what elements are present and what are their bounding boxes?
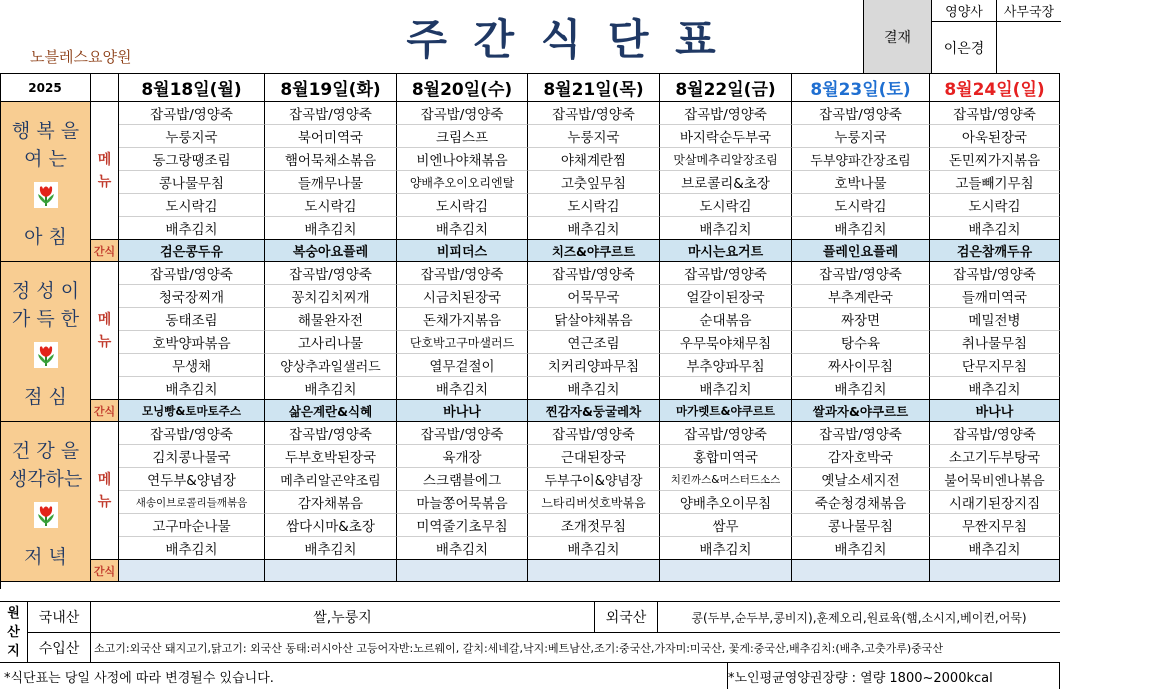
day-header: 8월24일(일) — [930, 74, 1060, 102]
menu-item-cell: 죽순청경채볶음 — [792, 491, 930, 514]
menu-item-cell: 쌈다시마&초장 — [265, 514, 397, 537]
snack-cell — [930, 560, 1060, 582]
menu-item-cell: 두부호박된장국 — [265, 445, 397, 468]
menu-item-cell: 도시락김 — [397, 194, 528, 217]
approver-role-1: 영양사 — [932, 0, 997, 22]
menu-item-cell: 잡곡밥/영양죽 — [792, 262, 930, 285]
menu-item-cell: 청국장찌개 — [119, 285, 265, 308]
menu-item-cell: 돈민찌가지볶음 — [930, 148, 1060, 171]
footer-right-border — [1059, 663, 1060, 689]
menu-item-cell: 고사리나물 — [265, 331, 397, 354]
menu-item-cell: 동태조림 — [119, 308, 265, 331]
menu-item-cell: 누룽지국 — [119, 125, 265, 148]
menu-item-cell: 야채계란찜 — [528, 148, 660, 171]
menu-item-cell: 취나물무침 — [930, 331, 1060, 354]
table-left-border — [0, 74, 1, 589]
snack-cell — [792, 560, 930, 582]
menu-item-cell: 브로콜리&초장 — [660, 171, 792, 194]
side-text-top: 정 성 이 — [11, 279, 80, 302]
menu-item-cell: 배추김치 — [792, 537, 930, 560]
approver-role-2: 사무국장 — [997, 0, 1061, 22]
menu-item-cell: 도시락김 — [265, 194, 397, 217]
menu-item-cell: 동그랑땡조림 — [119, 148, 265, 171]
menu-item-cell: 무생채 — [119, 354, 265, 377]
menu-item-cell: 미역줄기초무침 — [397, 514, 528, 537]
menu-item-cell: 도시락김 — [930, 194, 1060, 217]
menu-item-cell: 북어미역국 — [265, 125, 397, 148]
side-text-top: 행 복 을 — [11, 119, 80, 142]
snack-cell: 복숭아요플레 — [265, 240, 397, 262]
approver-name-1: 이은경 — [932, 22, 997, 73]
menu-item-cell: 순대볶음 — [660, 308, 792, 331]
menu-item-cell: 홍합미역국 — [660, 445, 792, 468]
snack-cell: 검은콩두유 — [119, 240, 265, 262]
menu-item-cell: 어묵무국 — [528, 285, 660, 308]
menu-item-cell: 메밀전병 — [930, 308, 1060, 331]
menu-item-cell: 배추김치 — [660, 377, 792, 400]
snack-cell: 치즈&야쿠르트 — [528, 240, 660, 262]
menu-item-cell: 배추김치 — [660, 217, 792, 240]
snack-cell — [528, 560, 660, 582]
snack-label: 간식 — [91, 240, 119, 262]
side-text-bottom: 저 녁 — [24, 545, 67, 568]
menu-item-cell: 짜사이무침 — [792, 354, 930, 377]
menu-item-cell: 배추김치 — [397, 377, 528, 400]
origin-section — [0, 601, 1060, 663]
menu-item-cell: 호박나물 — [792, 171, 930, 194]
menu-item-cell: 스크램블에그 — [397, 468, 528, 491]
menu-item-cell: 돈채가지볶음 — [397, 308, 528, 331]
blank-header-cell — [91, 74, 119, 102]
menu-item-cell: 우무묵야채무침 — [660, 331, 792, 354]
snack-cell: 모닝빵&토마토주스 — [119, 400, 265, 422]
menu-item-cell: 배추김치 — [792, 217, 930, 240]
side-text-top: 건 강 을 — [11, 439, 80, 462]
menu-item-cell: 배추김치 — [119, 537, 265, 560]
menu-item-cell: 잡곡밥/영양죽 — [397, 262, 528, 285]
menu-item-cell: 배추김치 — [119, 377, 265, 400]
menu-item-cell: 배추김치 — [397, 217, 528, 240]
snack-cell: 검은참깨두유 — [930, 240, 1060, 262]
menu-item-cell: 잡곡밥/영양죽 — [265, 102, 397, 125]
approval-box — [863, 0, 1060, 73]
menu-item-cell: 맛살메추리알장조림 — [660, 148, 792, 171]
day-header: 8월20일(수) — [397, 74, 528, 102]
menu-item-cell: 꽁치김치찌개 — [265, 285, 397, 308]
snack-cell — [119, 560, 265, 582]
menu-item-cell: 열무겉절이 — [397, 354, 528, 377]
meal-side-label — [0, 422, 91, 582]
snack-cell: 삶은계란&식혜 — [265, 400, 397, 422]
snack-cell — [265, 560, 397, 582]
menu-item-cell: 도시락김 — [792, 194, 930, 217]
day-header: 8월23일(토) — [792, 74, 930, 102]
menu-item-cell: 배추김치 — [660, 537, 792, 560]
menu-item-cell: 김치콩나물국 — [119, 445, 265, 468]
menu-item-cell: 탕수육 — [792, 331, 930, 354]
day-header: 8월22일(금) — [660, 74, 792, 102]
menu-item-cell: 새송이브로콜리들깨볶음 — [119, 491, 265, 514]
day-header: 8월18일(월) — [119, 74, 265, 102]
day-header: 8월19일(화) — [265, 74, 397, 102]
menu-item-cell: 배추김치 — [397, 537, 528, 560]
tulip-icon — [34, 342, 58, 368]
menu-item-cell: 배추김치 — [119, 217, 265, 240]
menu-item-cell: 배추김치 — [528, 537, 660, 560]
menu-item-cell: 비엔나야채볶음 — [397, 148, 528, 171]
menu-item-cell: 잡곡밥/영양죽 — [528, 422, 660, 445]
menu-item-cell: 잡곡밥/영양죽 — [930, 422, 1060, 445]
menu-item-cell: 시금치된장국 — [397, 285, 528, 308]
menu-item-cell: 배추김치 — [265, 537, 397, 560]
menu-item-cell: 도시락김 — [660, 194, 792, 217]
snack-cell — [397, 560, 528, 582]
snack-cell: 플레인요플레 — [792, 240, 930, 262]
menu-item-cell: 들깨무나물 — [265, 171, 397, 194]
menu-item-cell: 배추김치 — [930, 537, 1060, 560]
menu-item-cell: 들깨미역국 — [930, 285, 1060, 308]
menu-item-cell: 고들빼기무침 — [930, 171, 1060, 194]
menu-item-cell: 잡곡밥/영양죽 — [119, 262, 265, 285]
menu-item-cell: 닭살야채볶음 — [528, 308, 660, 331]
menu-item-cell: 크림스프 — [397, 125, 528, 148]
meal-side-label — [0, 262, 91, 422]
menu-item-cell: 잡곡밥/영양죽 — [660, 102, 792, 125]
origin-label: 원 산 지 — [0, 602, 28, 662]
menu-item-cell: 소고기두부탕국 — [930, 445, 1060, 468]
approval-label: 결재 — [864, 0, 932, 73]
menu-item-cell: 콩나물무침 — [119, 171, 265, 194]
snack-cell: 쌀과자&야쿠르트 — [792, 400, 930, 422]
snack-cell: 마시는요거트 — [660, 240, 792, 262]
side-text-mid: 여 는 — [24, 147, 67, 170]
menu-label: 메뉴 — [91, 422, 119, 560]
side-text-mid: 가 득 한 — [11, 307, 80, 330]
menu-item-cell: 치킨까스&머스터드소스 — [660, 468, 792, 491]
menu-item-cell: 조개젓무침 — [528, 514, 660, 537]
menu-item-cell: 햄어묵채소볶음 — [265, 148, 397, 171]
menu-item-cell: 느타리버섯호박볶음 — [528, 491, 660, 514]
page-title: 주 간 식 단 표 — [406, 14, 722, 64]
menu-item-cell: 두부구이&양념장 — [528, 468, 660, 491]
menu-item-cell: 잡곡밥/영양죽 — [930, 262, 1060, 285]
menu-item-cell: 잡곡밥/영양죽 — [660, 422, 792, 445]
menu-item-cell: 해물완자전 — [265, 308, 397, 331]
menu-item-cell: 육개장 — [397, 445, 528, 468]
menu-item-cell: 연근조림 — [528, 331, 660, 354]
menu-item-cell: 부추계란국 — [792, 285, 930, 308]
snack-label: 간식 — [91, 400, 119, 422]
facility-name: 노블레스요양원 — [30, 47, 132, 66]
menu-item-cell: 잡곡밥/영양죽 — [792, 422, 930, 445]
menu-item-cell: 잡곡밥/영양죽 — [397, 102, 528, 125]
menu-item-cell: 감자채볶음 — [265, 491, 397, 514]
side-text-mid: 생각하는 — [8, 467, 83, 490]
menu-item-cell: 두부양파간장조림 — [792, 148, 930, 171]
snack-cell: 바나나 — [930, 400, 1060, 422]
menu-item-cell: 양상추과일샐러드 — [265, 354, 397, 377]
snack-cell: 바나나 — [397, 400, 528, 422]
menu-item-cell: 누룽지국 — [792, 125, 930, 148]
menu-table — [0, 73, 1060, 588]
menu-item-cell: 짜장면 — [792, 308, 930, 331]
import-label: 수입산 — [28, 633, 91, 662]
snack-cell: 찐감자&둥굴레차 — [528, 400, 660, 422]
day-header: 8월21일(목) — [528, 74, 660, 102]
approver-name-2 — [997, 22, 1061, 73]
menu-item-cell: 배추김치 — [265, 217, 397, 240]
menu-item-cell: 옛날소세지전 — [792, 468, 930, 491]
menu-item-cell: 무짠지무침 — [930, 514, 1060, 537]
side-text-bottom: 아 침 — [24, 225, 67, 248]
menu-label: 메뉴 — [91, 262, 119, 400]
menu-item-cell: 단호박고구마샐러드 — [397, 331, 528, 354]
menu-item-cell: 치커리양파무침 — [528, 354, 660, 377]
menu-item-cell: 양배추오이무침 — [660, 491, 792, 514]
menu-item-cell: 잡곡밥/영양죽 — [528, 262, 660, 285]
menu-item-cell: 잡곡밥/영양죽 — [265, 422, 397, 445]
footer-divider — [727, 663, 728, 689]
menu-item-cell: 잡곡밥/영양죽 — [660, 262, 792, 285]
foreign-label: 외국산 — [595, 602, 658, 633]
menu-item-cell: 잡곡밥/영양죽 — [119, 102, 265, 125]
menu-item-cell: 부추양파무침 — [660, 354, 792, 377]
menu-item-cell: 배추김치 — [930, 377, 1060, 400]
menu-item-cell: 단무지무침 — [930, 354, 1060, 377]
menu-item-cell: 배추김치 — [528, 377, 660, 400]
menu-item-cell: 도시락김 — [528, 194, 660, 217]
menu-item-cell: 배추김치 — [930, 217, 1060, 240]
menu-item-cell: 누룽지국 — [528, 125, 660, 148]
menu-item-cell: 배추김치 — [528, 217, 660, 240]
snack-label: 간식 — [91, 560, 119, 582]
menu-item-cell: 메추리알곤약조림 — [265, 468, 397, 491]
menu-item-cell: 잡곡밥/영양죽 — [265, 262, 397, 285]
menu-item-cell: 잡곡밥/영양죽 — [119, 422, 265, 445]
domestic-label: 국내산 — [28, 602, 91, 633]
domestic-value: 쌀,누룽지 — [91, 602, 595, 633]
snack-cell: 비피더스 — [397, 240, 528, 262]
menu-item-cell: 아욱된장국 — [930, 125, 1060, 148]
menu-item-cell: 마늘쫑어묵볶음 — [397, 491, 528, 514]
menu-item-cell: 고춧잎무침 — [528, 171, 660, 194]
menu-item-cell: 불어묵비엔나볶음 — [930, 468, 1060, 491]
menu-item-cell: 잡곡밥/영양죽 — [397, 422, 528, 445]
menu-item-cell: 바지락순두부국 — [660, 125, 792, 148]
menu-item-cell: 고구마순나물 — [119, 514, 265, 537]
side-text-bottom: 점 심 — [24, 385, 67, 408]
footer-note-right: *노인평균영양권장량 : 열량 1800~2000kcal — [728, 670, 993, 686]
menu-item-cell: 배추김치 — [265, 377, 397, 400]
tulip-icon — [34, 182, 58, 208]
menu-item-cell: 콩나물무침 — [792, 514, 930, 537]
snack-cell — [660, 560, 792, 582]
menu-item-cell: 얼갈이된장국 — [660, 285, 792, 308]
menu-item-cell: 잡곡밥/영양죽 — [528, 102, 660, 125]
foreign-value: 콩(두부,순두부,콩비지),훈제오리,원료육(햄,소시지,베이컨,어묵) — [658, 602, 1060, 633]
menu-item-cell: 근대된장국 — [528, 445, 660, 468]
menu-item-cell: 연두부&양념장 — [119, 468, 265, 491]
meal-side-label — [0, 102, 91, 262]
menu-item-cell: 쌈무 — [660, 514, 792, 537]
menu-label: 메뉴 — [91, 102, 119, 240]
tulip-icon — [34, 502, 58, 528]
menu-item-cell: 잡곡밥/영양죽 — [930, 102, 1060, 125]
menu-item-cell: 잡곡밥/영양죽 — [792, 102, 930, 125]
menu-item-cell: 양배추오이오리엔탈 — [397, 171, 528, 194]
snack-cell: 마가렛트&야쿠르트 — [660, 400, 792, 422]
menu-item-cell: 도시락김 — [119, 194, 265, 217]
menu-item-cell: 배추김치 — [792, 377, 930, 400]
footer-note-left: *식단표는 당일 사정에 따라 변경될수 있습니다. — [4, 670, 274, 686]
year-cell: 2025 — [0, 74, 91, 102]
menu-item-cell: 호박양파볶음 — [119, 331, 265, 354]
import-value: 소고기:외국산 돼지고기,닭고기: 외국산 동태:러시아산 고등어자반:노르웨이, 갈치:세네갈,낙지:베트남산,조기:중국산,가자미:미국산, 꽃게:중국산,배추김치:(배추,고춧가루)중국산 — [94, 641, 944, 655]
menu-item-cell: 시래기된장지짐 — [930, 491, 1060, 514]
menu-item-cell: 감자호박국 — [792, 445, 930, 468]
